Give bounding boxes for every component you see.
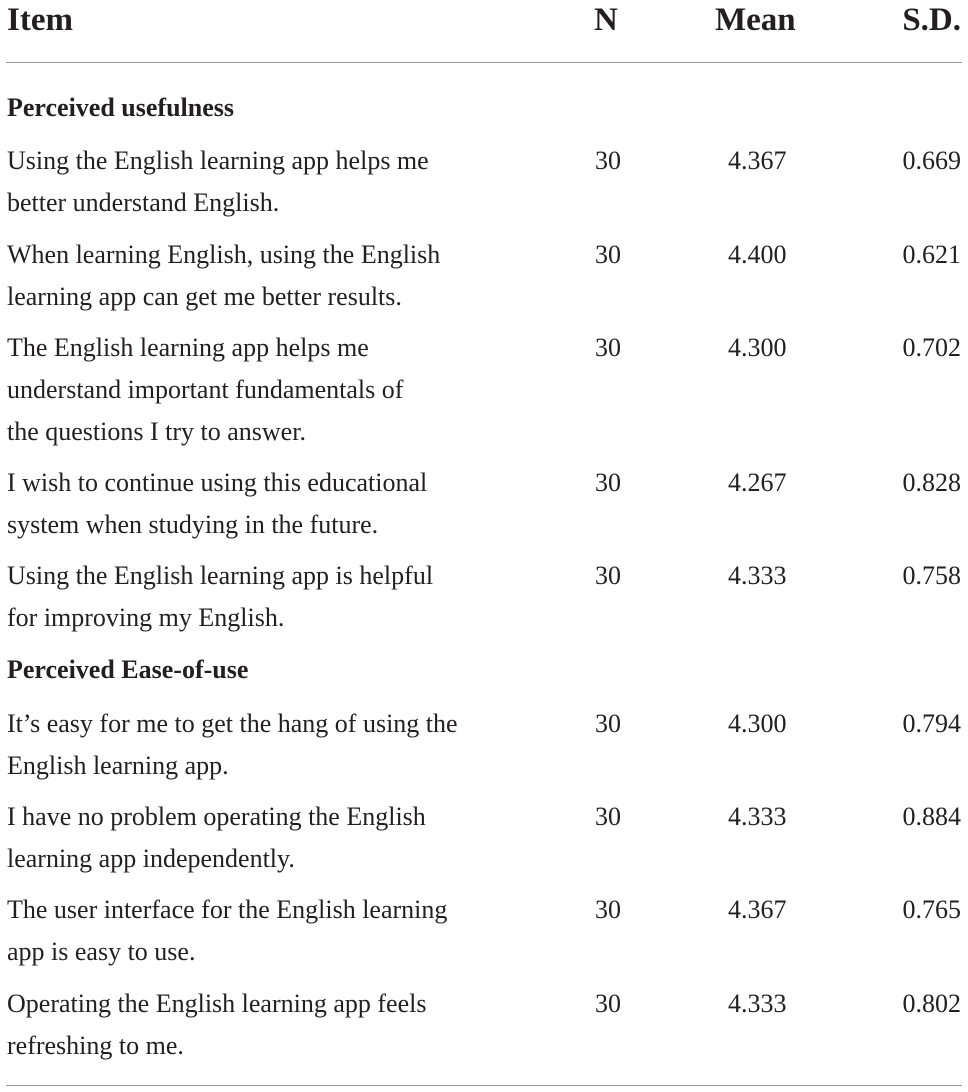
mean-value: 4.367	[728, 895, 787, 924]
item-line: learning app can get me better results.	[7, 282, 402, 311]
mean-value: 4.333	[728, 989, 787, 1018]
item-text	[7, 327, 527, 453]
mean-value: 4.400	[728, 240, 787, 269]
item-line: for improving my English.	[7, 603, 285, 632]
header-divider	[6, 62, 962, 63]
sd-value: 0.884	[902, 802, 961, 831]
item-text	[7, 889, 527, 973]
item-line: learning app independently.	[7, 844, 295, 873]
item-line: refreshing to me.	[7, 1031, 184, 1060]
footer-divider	[6, 1085, 962, 1086]
header-mean: Mean	[715, 2, 796, 38]
sd-value: 0.621	[902, 240, 961, 269]
n-value: 30	[595, 561, 621, 590]
item-line: When learning English, using the English	[7, 240, 441, 269]
sd-value: 0.802	[902, 989, 961, 1018]
sd-value: 0.758	[902, 561, 961, 590]
mean-value: 4.267	[728, 468, 787, 497]
mean-value: 4.333	[728, 802, 787, 831]
item-text	[7, 555, 527, 639]
sd-value: 0.702	[902, 333, 961, 362]
header-item: Item	[7, 2, 73, 38]
n-value: 30	[595, 468, 621, 497]
item-line: It’s easy for me to get the hang of using the	[7, 709, 458, 738]
mean-value: 4.300	[728, 333, 787, 362]
item-line: I wish to continue using this educational	[7, 468, 428, 497]
table-header	[0, 0, 968, 62]
sd-value: 0.669	[902, 146, 961, 175]
header-n: N	[594, 2, 618, 38]
sd-value: 0.828	[902, 468, 961, 497]
header-sd: S.D.	[902, 2, 961, 38]
item-text	[7, 983, 527, 1067]
item-line: The user interface for the English learning	[7, 895, 448, 924]
mean-value: 4.333	[728, 561, 787, 590]
item-text	[7, 140, 527, 224]
section-title: Perceived usefulness	[7, 93, 234, 122]
sd-value: 0.794	[902, 709, 961, 738]
item-line: Using the English learning app helps me	[7, 146, 429, 175]
item-line: app is easy to use.	[7, 937, 196, 966]
item-text	[7, 462, 527, 546]
n-value: 30	[595, 240, 621, 269]
item-line: English learning app.	[7, 751, 229, 780]
item-line: system when studying in the future.	[7, 510, 379, 539]
item-line: better understand English.	[7, 188, 280, 217]
n-value: 30	[595, 895, 621, 924]
item-line: Operating the English learning app feels	[7, 989, 427, 1018]
item-line: I have no problem operating the English	[7, 802, 426, 831]
mean-value: 4.300	[728, 709, 787, 738]
n-value: 30	[595, 989, 621, 1018]
item-text	[7, 796, 527, 880]
item-text	[7, 703, 527, 787]
item-text	[7, 234, 527, 318]
n-value: 30	[595, 146, 621, 175]
item-line: Using the English learning app is helpful	[7, 561, 434, 590]
n-value: 30	[595, 709, 621, 738]
item-line: understand important fundamentals of	[7, 375, 404, 404]
mean-value: 4.367	[728, 146, 787, 175]
n-value: 30	[595, 333, 621, 362]
sd-value: 0.765	[902, 895, 961, 924]
item-line: The English learning app helps me	[7, 333, 369, 362]
n-value: 30	[595, 802, 621, 831]
item-line: the questions I try to answer.	[7, 417, 306, 446]
section-title: Perceived Ease-of-use	[7, 655, 249, 684]
